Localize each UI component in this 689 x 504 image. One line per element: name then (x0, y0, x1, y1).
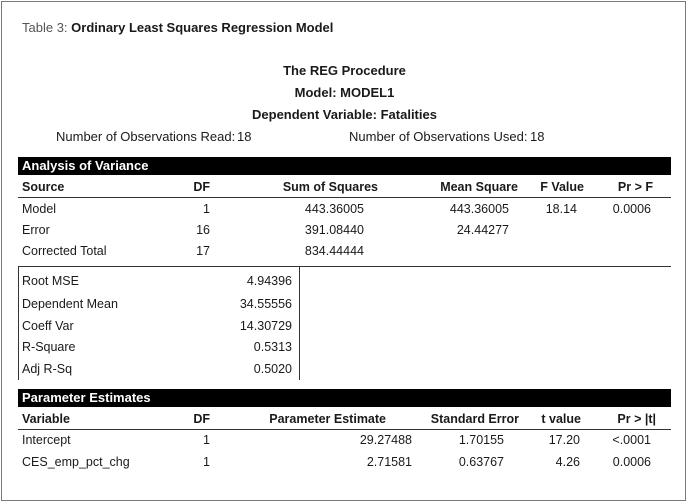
anova-row-model-source: Model (22, 202, 57, 216)
anova-header-source: Source (22, 180, 65, 194)
fit-label-dependent-mean: Dependent Mean (22, 297, 118, 311)
anova-row-model-p: 0.0006 (612, 202, 651, 216)
anova-header-df: DF (193, 180, 210, 194)
params-header-rule (18, 429, 671, 430)
fit-value-adj-r-sq: 0.5020 (253, 362, 292, 376)
table-caption (22, 20, 333, 35)
anova-header-p: Pr > F (617, 180, 653, 194)
fit-label-adj-r-sq: Adj R-Sq (22, 362, 73, 376)
params-row-ces-p: 0.0006 (612, 455, 651, 469)
params-row-intercept-variable: Intercept (22, 433, 71, 447)
params-row-intercept-se: 1.70155 (458, 433, 504, 447)
params-row-intercept-p: <.0001 (612, 433, 651, 447)
model-title: Model: MODEL1 (294, 85, 395, 100)
obs-read-value: 18 (237, 129, 252, 144)
obs-read-label: Number of Observations Read: (56, 129, 236, 144)
params-header-estimate: Parameter Estimate (269, 412, 386, 426)
anova-row-total-df: 17 (196, 244, 210, 258)
params-header-se: Standard Error (430, 412, 519, 426)
params-header-df: DF (193, 412, 210, 426)
fit-right-rule (299, 266, 300, 380)
params-row-intercept-t: 17.20 (548, 433, 580, 447)
params-row-ces-df: 1 (203, 455, 210, 469)
fit-value-coeff-var: 14.30729 (239, 319, 292, 333)
procedure-title: The REG Procedure (283, 63, 406, 78)
anova-row-model-ss: 443.36005 (304, 202, 364, 216)
params-row-ces-t: 4.26 (555, 455, 580, 469)
fit-value-dependent-mean: 34.55556 (239, 297, 292, 311)
params-header-t: t value (541, 412, 581, 426)
params-header-variable: Variable (22, 412, 70, 426)
anova-row-model-df: 1 (203, 202, 210, 216)
params-row-ces-estimate: 2.71581 (366, 455, 412, 469)
anova-row-total-ss: 834.44444 (304, 244, 364, 258)
anova-row-error-ss: 391.08440 (304, 223, 364, 237)
caption-title: Ordinary Least Squares Regression Model (71, 20, 334, 35)
params-title-bar: Parameter Estimates (18, 389, 671, 407)
anova-header-f: F Value (540, 180, 584, 194)
fit-label-coeff-var: Coeff Var (22, 319, 74, 333)
params-row-intercept-estimate: 29.27488 (359, 433, 412, 447)
anova-row-total-source: Corrected Total (22, 244, 107, 258)
obs-used-label: Number of Observations Used: (349, 129, 528, 144)
fit-left-rule (18, 266, 19, 380)
params-header-p: Pr > |t| (617, 412, 656, 426)
params-row-intercept-df: 1 (203, 433, 210, 447)
fit-value-root-mse: 4.94396 (246, 274, 292, 288)
anova-row-error-df: 16 (196, 223, 210, 237)
caption-number: Table 3: (22, 20, 72, 35)
params-row-ces-variable: CES_emp_pct_chg (22, 455, 130, 469)
obs-used-value: 18 (530, 129, 545, 144)
anova-bottom-rule (18, 266, 671, 267)
fit-value-r-square: 0.5313 (253, 340, 292, 354)
anova-header-ss: Sum of Squares (282, 180, 378, 194)
fit-label-r-square: R-Square (22, 340, 76, 354)
dependent-variable-title: Dependent Variable: Fatalities (252, 107, 437, 122)
anova-row-error-source: Error (22, 223, 50, 237)
fit-label-root-mse: Root MSE (22, 274, 79, 288)
anova-header-rule (18, 197, 671, 198)
anova-title-bar: Analysis of Variance (18, 157, 671, 175)
anova-header-ms: Mean Square (440, 180, 518, 194)
anova-row-model-f: 18.14 (545, 202, 577, 216)
anova-row-error-ms: 24.44277 (456, 223, 509, 237)
params-row-ces-se: 0.63767 (458, 455, 504, 469)
anova-row-model-ms: 443.36005 (449, 202, 509, 216)
